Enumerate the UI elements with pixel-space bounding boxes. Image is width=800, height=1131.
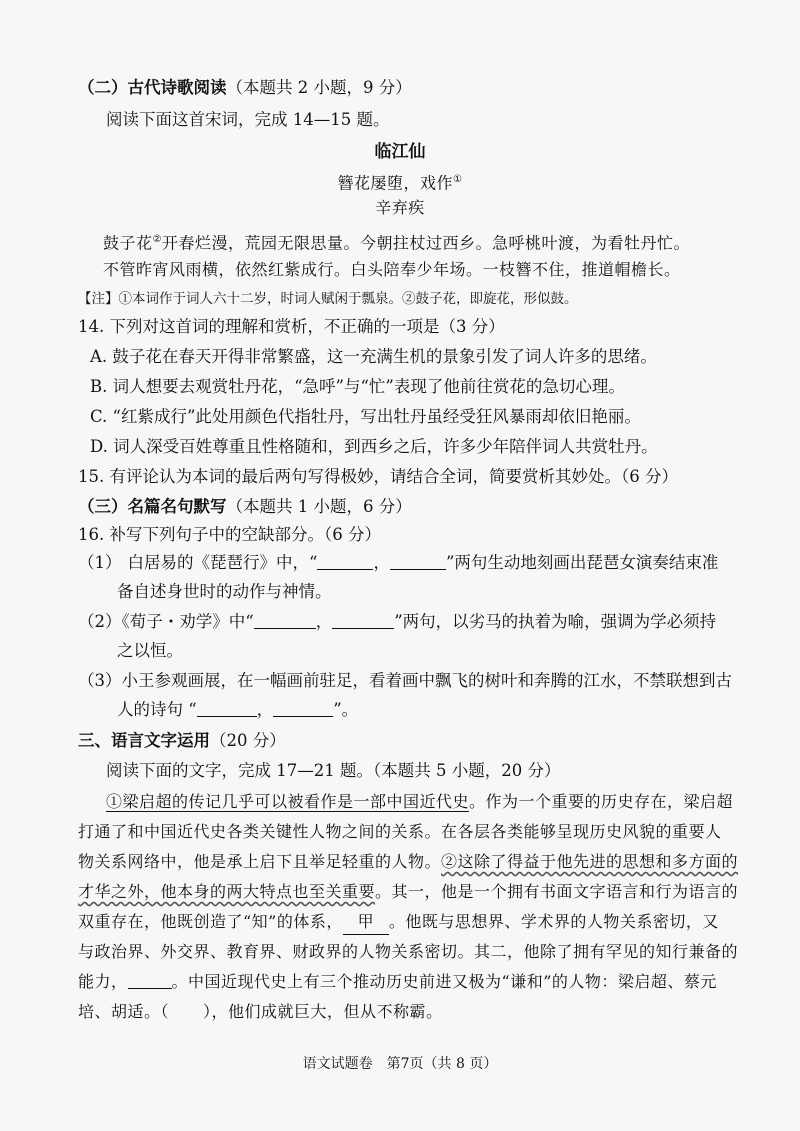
poem-line1-note: ② xyxy=(152,234,162,245)
passage-line-8 xyxy=(78,1000,443,1024)
q16-item3-line2 xyxy=(117,698,358,722)
part3-instruction: 阅读下面的文字，完成 17—21 题。（本题共 5 小题，20 分） xyxy=(106,761,561,780)
poem-line1-b: 开春烂漫，荒园无限思量。今朝拄杖过西乡。急呼桃叶渡，为看牡丹忙。 xyxy=(161,233,690,253)
passage-p4-rest: 。其一，他是一个拥有书面文字语言和行为语言的 xyxy=(375,882,739,901)
q15-stem: 15. 有评论认为本词的最后两句写得极妙，请结合全词，简要赏析其妙处。（6 分） xyxy=(78,467,678,486)
q16-item2-text-a: 《荀子・劝学》中“ xyxy=(121,612,254,631)
q16-item1-sep: ， xyxy=(373,553,390,572)
q16-item2-blank-2[interactable] xyxy=(332,612,394,629)
poem-line1-a: 鼓子花 xyxy=(103,233,153,253)
q14-option-c: C. “红紫成行”此处用颜色代指牡丹，写出牡丹虽经受狂风暴雨却依旧艳丽。 xyxy=(90,407,641,426)
passage-line-6: 与政治界、外交界、教育界、财政界的人物关系密切。其二，他除了拥有罕见的知行兼备的 xyxy=(78,942,739,961)
passage-sentence-1: ①梁启超的传记几乎可以被看作是一部中国近代史 xyxy=(106,792,470,811)
q14-stem: 14. 下列对这首词的理解和赏析，不正确的一项是（3 分） xyxy=(78,317,505,336)
part3-heading-line xyxy=(78,729,286,753)
passage-p7-b: 。中国近现代史上有三个推动历史前进又极为“谦和”的人物：梁启超、蔡元 xyxy=(171,972,717,991)
q16-item1-num: （1） xyxy=(78,553,122,572)
q16-item1-text-c: 备自述身世时的动作与神情。 xyxy=(117,582,332,601)
q16-item1-blank-1[interactable] xyxy=(317,553,373,570)
q16-item2-num: （2） xyxy=(78,612,122,631)
poem-title: 临江仙 xyxy=(374,142,426,162)
q16-item3-text-a: 小王参观画展，在一幅画前驻足，看着画中飘飞的树叶和奔腾的江水，不禁联想到古 xyxy=(121,671,732,690)
q16-stem: 16. 补写下列句子中的空缺部分。（6 分） xyxy=(78,525,381,544)
poem-author: 辛弃疾 xyxy=(375,198,425,217)
section3-heading-line xyxy=(78,495,412,519)
part3-heading-note: （20 分） xyxy=(210,731,286,750)
q14-option-a: A. 鼓子花在春天开得非常繁盛，这一充满生机的景象引发了词人许多的思绪。 xyxy=(90,347,657,366)
q16-item2-text-b: ”两句，以劣马的执着为喻，强调为学必须持 xyxy=(394,612,717,631)
section3-heading-note: （本题共 1 小题，6 分） xyxy=(226,497,412,516)
part3-heading: 三、语言文字运用 xyxy=(78,731,210,750)
passage-sentence-2-part-1: ②这除了得益于他先进的思想和多方面的 xyxy=(441,852,739,871)
passage-line-5 xyxy=(78,910,719,935)
passage-line-3 xyxy=(78,850,738,874)
q16-item2-text-c: 之以恒。 xyxy=(117,641,183,660)
poem-line-1 xyxy=(103,228,690,255)
q16-item3-num: （3） xyxy=(78,671,122,690)
passage-p5-a: 双重存在，他既创造了“知”的体系， xyxy=(78,912,343,931)
q16-item3-blank-1[interactable] xyxy=(197,700,257,717)
q16-item3-text-c: ”。 xyxy=(333,700,359,719)
q14-option-d: D. 词人深受百姓尊重且性格随和，到西乡之后，许多少年陪伴词人共赏牡丹。 xyxy=(90,437,658,456)
q16-item1-line1 xyxy=(78,551,718,575)
section2-instruction: 阅读下面这首宋词，完成 14—15 题。 xyxy=(106,110,390,129)
passage-line-1 xyxy=(106,790,733,814)
q16-item3-line1 xyxy=(78,669,732,693)
q16-item3-sep: ， xyxy=(256,700,274,719)
poem-footnote: 【注】①本词作于词人六十二岁，时词人赋闲于瓢泉。②鼓子花，即旋花，形似鼓。 xyxy=(78,291,578,307)
q16-item3-blank-2[interactable] xyxy=(273,700,333,717)
q16-item2-sep: ， xyxy=(315,612,333,631)
passage-p5-b: 。他既与思想界、学术界的人物关系密切，又 xyxy=(388,912,719,931)
section2-heading: （二）古代诗歌阅读 xyxy=(78,78,227,97)
blank-jia[interactable]: 甲 xyxy=(343,910,389,935)
poem-subtitle: 簪花屡堕，戏作 xyxy=(337,173,454,193)
page-footer: 语文试题卷 第7页（共 8 页） xyxy=(302,1056,498,1072)
section2-heading-note: （本题共 2 小题，9 分） xyxy=(226,78,412,97)
passage-p8-a: 培、胡适。（ xyxy=(78,1002,170,1021)
q14-option-b: B. 词人想要去观赏牡丹花，“急呼”与“忙”表现了他前往赏花的急切心理。 xyxy=(90,377,625,396)
q16-item3-text-b: 人的诗句 “ xyxy=(117,700,197,719)
passage-line-7 xyxy=(78,970,717,994)
q16-item1-blank-2[interactable] xyxy=(390,553,446,570)
blank-yi[interactable] xyxy=(128,972,172,989)
passage-line-4 xyxy=(78,880,738,904)
section3-heading: （三）名篇名句默写 xyxy=(78,497,227,516)
passage-p7-a: 能力， xyxy=(78,972,128,991)
poem-subtitle-line xyxy=(0,168,800,195)
section2-heading-line xyxy=(78,76,412,100)
poem-subtitle-note: ① xyxy=(453,174,463,185)
passage-p1-rest: 。作为一个重要的历史存在，梁启超 xyxy=(469,792,734,811)
passage-line-2: 打通了和中国近代史各类关键性人物之间的关系。在各层各类能够呈现历史风貌的重要人 xyxy=(78,822,722,841)
passage-p8-b: ），他们成就巨大，但从不称霸。 xyxy=(203,1002,443,1021)
q16-item1-text-b: ”两句生动地刻画出琵琶女演奏结束准 xyxy=(445,553,719,572)
q16-item2-line1 xyxy=(78,610,716,634)
poem-line-2: 不管昨宵风雨横，依然红紫成行。白头陪奉少年场。一枝簪不住，推道帽檐长。 xyxy=(103,260,681,279)
passage-sentence-2-part-2: 才华之外，他本身的两大特点也至关重要 xyxy=(78,882,376,901)
passage-p3-a: 物关系网络中，他是承上启下且举足轻重的人物。 xyxy=(78,852,442,871)
q16-item1-text-a: 白居易的《琵琶行》中，“ xyxy=(127,553,318,572)
q16-item2-blank-1[interactable] xyxy=(254,612,316,629)
